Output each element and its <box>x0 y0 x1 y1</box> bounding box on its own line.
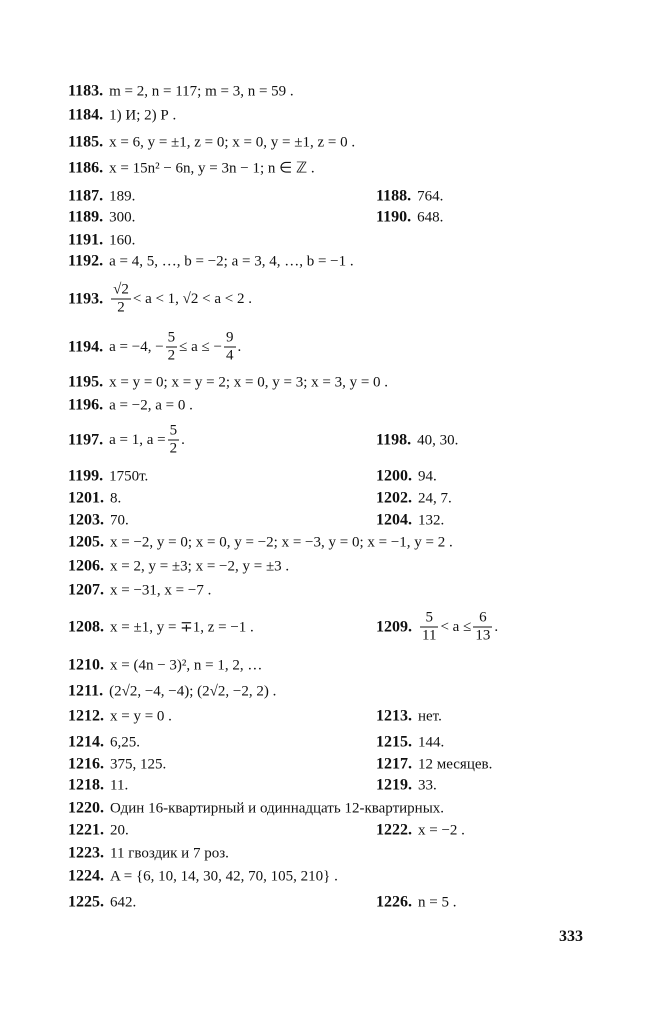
answer-text: x = 2, y = ±3; x = −2, y = ±3 . <box>110 558 290 575</box>
answer-text: 144. <box>418 734 445 751</box>
answer-entry <box>376 489 452 508</box>
answer-entry <box>68 373 388 392</box>
problem-number: 1197. <box>68 431 104 448</box>
answer-text: 94. <box>418 468 437 485</box>
problem-number: 1200. <box>376 467 412 485</box>
answer-text: 40, 30. <box>417 432 459 449</box>
answer-text: < a ≤ <box>440 619 472 635</box>
answer-text: x = −31, x = −7 . <box>110 582 212 599</box>
answer-entry <box>68 511 129 530</box>
problem-number: 1225. <box>68 893 104 911</box>
problem-number: 1203. <box>68 511 104 529</box>
answer-text: n = 5 . <box>418 894 457 911</box>
problem-number: 1219. <box>376 776 412 794</box>
answer-text: 33. <box>418 777 437 794</box>
answer-entry <box>376 755 492 774</box>
answer-text: x = −2, y = 0; x = 0, y = −2; x = −3, y = 0; x = −1, y = 2 . <box>110 534 453 551</box>
answer-text: 189. <box>109 188 136 205</box>
answer-text: (2√2, −4, −4); (2√2, −2, 2) . <box>109 683 277 700</box>
answer-entry <box>68 867 338 886</box>
answer-text: 375, 125. <box>110 756 167 773</box>
fraction-numerator: √2 <box>113 281 129 298</box>
answer-text: < a < 1, √2 < a < 2 . <box>132 291 252 307</box>
answer-text: x = −2 . <box>418 822 465 839</box>
answer-text: x = y = 0; x = y = 2; x = 0, y = 3; x = 3, y = 0 . <box>109 374 389 391</box>
problem-number: 1192. <box>68 252 104 270</box>
answer-entry <box>376 187 443 206</box>
answer-text: a = 1, a = <box>109 432 166 448</box>
problem-number: 1195. <box>68 373 104 391</box>
fraction-numerator: 5 <box>167 329 176 346</box>
answer-text: . <box>181 432 185 448</box>
answer-text: 648. <box>417 209 444 226</box>
problem-number: 1217. <box>376 755 412 773</box>
answer-text: 642. <box>110 894 137 911</box>
fraction-denominator: 11 <box>422 627 437 644</box>
problem-number: 1201. <box>68 489 104 507</box>
problem-number: 1186. <box>68 159 104 177</box>
answer-entry <box>68 106 176 125</box>
problem-number: 1218. <box>68 776 104 794</box>
problem-number: 1206. <box>68 557 104 575</box>
answer-text: a = −4, − <box>109 339 164 355</box>
problem-number: 1205. <box>68 533 104 551</box>
problem-number: 1202. <box>376 489 412 507</box>
answer-entry <box>376 776 437 795</box>
answer-entry <box>68 467 148 486</box>
answer-entry <box>68 187 135 206</box>
fraction <box>168 423 180 458</box>
problem-number: 1212. <box>68 707 104 725</box>
answer-text: 8. <box>110 490 122 507</box>
answer-entry <box>68 396 193 415</box>
answer-entry <box>68 82 294 101</box>
answer-text: 1750т. <box>109 468 149 485</box>
answer-text: 6,25. <box>110 734 140 751</box>
problem-number: 1187. <box>68 187 104 205</box>
problem-number: 1216. <box>68 755 104 773</box>
problem-number: 1222. <box>376 821 412 839</box>
fraction-denominator: 2 <box>169 440 178 457</box>
answer-entry <box>68 159 315 178</box>
answer-entry <box>68 821 129 840</box>
fraction-denominator: 13 <box>475 627 491 644</box>
problem-number: 1214. <box>68 733 104 751</box>
answer-entry <box>68 133 355 152</box>
fraction-numerator: 5 <box>169 422 178 439</box>
answer-text: 11 гвоздик и 7 роз. <box>110 845 229 862</box>
answer-entry <box>376 467 437 486</box>
fraction <box>166 330 178 365</box>
fraction-denominator: 2 <box>167 347 176 364</box>
answer-text: . <box>494 619 499 635</box>
page-number: 333 <box>559 928 583 945</box>
answer-entry <box>68 557 289 576</box>
problem-number: 1211. <box>68 682 104 700</box>
problem-number: 1209. <box>376 618 412 635</box>
problem-number: 1189. <box>68 208 104 226</box>
problem-number: 1223. <box>68 844 104 862</box>
problem-number: 1194. <box>68 338 104 355</box>
answer-entry <box>376 821 465 840</box>
answer-entry <box>376 707 442 726</box>
answer-text: x = 6, y = ±1, z = 0; x = 0, y = ±1, z = 0 . <box>109 134 356 151</box>
answer-entry <box>68 489 121 508</box>
fraction <box>473 610 492 645</box>
answer-text: 1) И; 2) Р . <box>109 107 177 124</box>
answer-text: ≤ a ≤ − <box>179 339 223 355</box>
answer-entry <box>68 893 136 912</box>
answer-entry <box>68 533 453 552</box>
problem-number: 1220. <box>68 799 104 817</box>
answer-entry <box>68 330 241 365</box>
answer-entry <box>376 431 458 450</box>
answer-text: 24, 7. <box>418 490 452 507</box>
answer-entry <box>68 581 211 600</box>
answer-text: x = ±1, y = ∓1, z = −1 . <box>110 619 254 636</box>
answer-text: 11. <box>110 777 129 794</box>
answer-entry <box>68 656 262 675</box>
answer-entry <box>68 618 254 637</box>
answer-text: 20. <box>110 822 129 839</box>
answer-entry <box>68 231 135 250</box>
fraction <box>224 330 236 365</box>
answer-text: x = 15n² − 6n, y = 3n − 1; n ∈ ℤ . <box>109 160 315 177</box>
answer-text: нет. <box>418 708 442 725</box>
answer-text: x = (4n − 3)², n = 1, 2, … <box>110 657 263 674</box>
answer-entry <box>68 844 229 863</box>
problem-number: 1213. <box>376 707 412 725</box>
problem-number: 1183. <box>68 82 104 100</box>
problem-number: 1224. <box>68 867 104 885</box>
answer-text: Один 16-квартирный и одиннадцать 12-квартирных. <box>110 800 445 817</box>
problem-number: 1185. <box>68 133 104 151</box>
problem-number: 1191. <box>68 231 104 249</box>
problem-number: 1221. <box>68 821 104 839</box>
answer-text: 70. <box>110 512 129 529</box>
problem-number: 1184. <box>68 106 104 124</box>
fraction <box>420 610 438 645</box>
fraction-denominator: 2 <box>117 299 125 316</box>
answer-text: 300. <box>109 209 136 226</box>
answer-entry <box>68 776 128 795</box>
problem-number: 1199. <box>68 467 104 485</box>
answer-text: . <box>237 339 242 355</box>
answer-text: x = y = 0 . <box>110 708 172 725</box>
answer-entry <box>68 423 185 458</box>
problem-number: 1226. <box>376 893 412 911</box>
answer-text: a = 4, 5, …, b = −2; a = 3, 4, …, b = −1 . <box>109 253 354 270</box>
fraction <box>111 282 131 317</box>
answer-entry <box>68 707 172 726</box>
answer-text: A = {6, 10, 14, 30, 42, 70, 105, 210} . <box>110 868 338 885</box>
answer-text: 160. <box>109 232 136 249</box>
answer-entry <box>68 682 276 701</box>
answer-entry <box>376 511 444 530</box>
answer-entry <box>376 610 498 645</box>
answer-text: 764. <box>417 188 444 205</box>
answer-entry <box>68 208 135 227</box>
answer-entry <box>68 282 252 317</box>
answer-text: 132. <box>418 512 445 529</box>
fraction-numerator: 6 <box>473 610 492 628</box>
problem-number: 1193. <box>68 290 104 307</box>
answer-entry <box>376 893 456 912</box>
answer-entry <box>68 252 354 271</box>
problem-number: 1188. <box>376 187 412 205</box>
problem-number: 1215. <box>376 733 412 751</box>
answer-entry <box>376 733 444 752</box>
answer-entry <box>68 733 140 752</box>
problem-number: 1190. <box>376 208 412 226</box>
answer-text: m = 2, n = 117; m = 3, n = 59 . <box>109 83 294 100</box>
answer-entry <box>68 755 166 774</box>
answer-text: 12 месяцев. <box>418 756 493 773</box>
answer-entry <box>68 799 444 818</box>
fraction-numerator: 9 <box>226 329 234 346</box>
problem-number: 1196. <box>68 396 104 414</box>
fraction-denominator: 4 <box>226 347 234 364</box>
problem-number: 1208. <box>68 618 104 636</box>
problem-number: 1204. <box>376 511 412 529</box>
answer-text: a = −2, a = 0 . <box>109 397 193 414</box>
problem-number: 1198. <box>376 431 412 449</box>
problem-number: 1207. <box>68 581 104 599</box>
answer-entry <box>376 208 443 227</box>
problem-number: 1210. <box>68 656 104 674</box>
fraction-numerator: 5 <box>420 610 438 628</box>
